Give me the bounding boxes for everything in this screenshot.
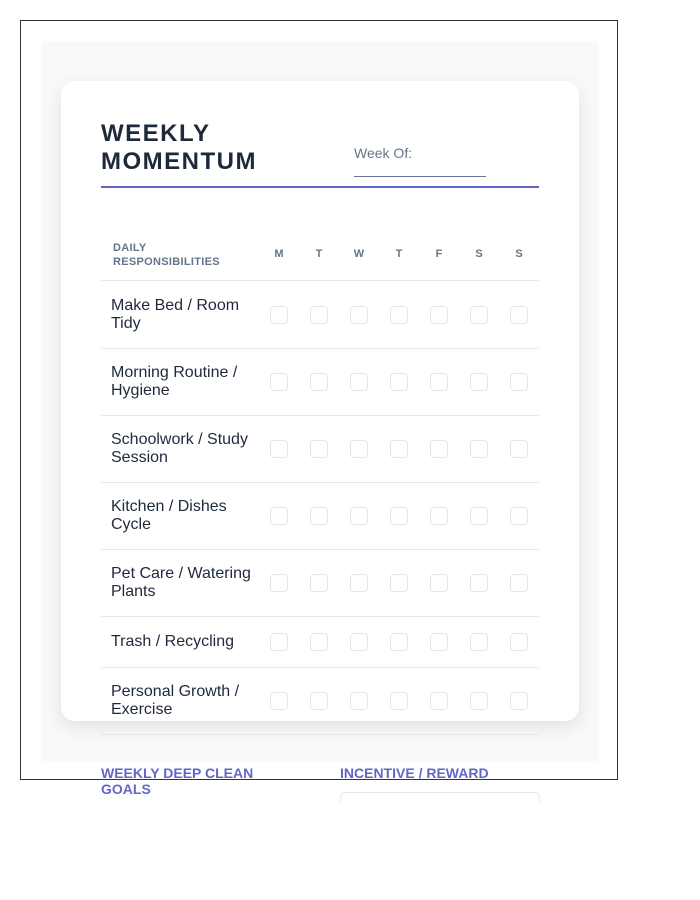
day-checkbox[interactable] bbox=[390, 574, 408, 592]
day-checkbox[interactable] bbox=[270, 306, 288, 324]
day-checkbox[interactable] bbox=[430, 440, 448, 458]
day-checkbox[interactable] bbox=[430, 306, 448, 324]
day-checkbox[interactable] bbox=[510, 692, 528, 710]
day-checkbox[interactable] bbox=[510, 373, 528, 391]
day-checkbox[interactable] bbox=[350, 440, 368, 458]
day-checkbox[interactable] bbox=[350, 633, 368, 651]
day-header-7: S bbox=[515, 248, 523, 260]
page-title: WEEKLY MOMENTUM bbox=[101, 120, 257, 175]
day-checkbox[interactable] bbox=[310, 507, 328, 525]
day-checkbox[interactable] bbox=[310, 306, 328, 324]
incentive-reward-title: INCENTIVE / REWARD bbox=[340, 765, 489, 781]
day-checkbox[interactable] bbox=[430, 373, 448, 391]
week-of-label: Week Of: bbox=[354, 145, 413, 161]
responsibilities-column-header: DAILY RESPONSIBILITIES bbox=[113, 242, 220, 268]
table-row bbox=[101, 617, 539, 668]
day-header-1: M bbox=[274, 248, 284, 260]
day-checkbox[interactable] bbox=[350, 306, 368, 324]
day-checkbox[interactable] bbox=[470, 373, 488, 391]
deep-clean-goals-title: WEEKLY DEEP CLEAN GOALS bbox=[101, 765, 254, 797]
day-checkbox[interactable] bbox=[270, 692, 288, 710]
day-checkbox[interactable] bbox=[470, 440, 488, 458]
day-checkbox[interactable] bbox=[310, 633, 328, 651]
table-row bbox=[101, 416, 539, 483]
table-row bbox=[101, 550, 539, 617]
day-checkbox[interactable] bbox=[350, 373, 368, 391]
day-checkbox[interactable] bbox=[310, 692, 328, 710]
responsibility-label: Schoolwork / Study Session bbox=[111, 431, 248, 466]
day-header-5: F bbox=[435, 248, 443, 260]
day-checkbox[interactable] bbox=[430, 633, 448, 651]
day-checkbox[interactable] bbox=[510, 574, 528, 592]
table-row bbox=[101, 483, 539, 550]
day-checkbox[interactable] bbox=[270, 574, 288, 592]
header-divider bbox=[101, 186, 539, 188]
table-header bbox=[101, 234, 539, 281]
day-checkbox[interactable] bbox=[310, 373, 328, 391]
day-checkbox[interactable] bbox=[510, 507, 528, 525]
day-checkbox[interactable] bbox=[430, 507, 448, 525]
responsibility-label: Personal Growth / Exercise bbox=[111, 683, 240, 718]
week-of-input-line[interactable] bbox=[354, 176, 486, 177]
day-checkbox[interactable] bbox=[470, 507, 488, 525]
day-checkbox[interactable] bbox=[270, 373, 288, 391]
responsibility-label: Pet Care / Watering Plants bbox=[111, 565, 251, 600]
day-header-3: W bbox=[353, 248, 365, 260]
day-checkbox[interactable] bbox=[390, 633, 408, 651]
day-checkbox[interactable] bbox=[310, 440, 328, 458]
day-checkbox[interactable] bbox=[390, 692, 408, 710]
day-checkbox[interactable] bbox=[350, 692, 368, 710]
day-checkbox[interactable] bbox=[390, 306, 408, 324]
day-checkbox[interactable] bbox=[270, 633, 288, 651]
day-checkbox[interactable] bbox=[310, 574, 328, 592]
day-checkbox[interactable] bbox=[390, 507, 408, 525]
reward-input-box[interactable] bbox=[340, 792, 540, 803]
responsibility-label: Morning Routine / Hygiene bbox=[111, 364, 238, 399]
responsibility-label: Make Bed / Room Tidy bbox=[111, 297, 240, 332]
day-checkbox[interactable] bbox=[470, 692, 488, 710]
table-row bbox=[101, 668, 539, 735]
day-header-4: T bbox=[395, 248, 403, 260]
day-checkbox[interactable] bbox=[430, 692, 448, 710]
day-checkbox[interactable] bbox=[270, 440, 288, 458]
day-checkbox[interactable] bbox=[470, 633, 488, 651]
day-checkbox[interactable] bbox=[510, 633, 528, 651]
day-checkbox[interactable] bbox=[390, 440, 408, 458]
day-checkbox[interactable] bbox=[510, 306, 528, 324]
day-header-6: S bbox=[475, 248, 483, 260]
day-checkbox[interactable] bbox=[350, 507, 368, 525]
day-checkbox[interactable] bbox=[470, 306, 488, 324]
day-checkbox[interactable] bbox=[270, 507, 288, 525]
day-checkbox[interactable] bbox=[430, 574, 448, 592]
day-checkbox[interactable] bbox=[350, 574, 368, 592]
day-checkbox[interactable] bbox=[470, 574, 488, 592]
day-checkbox[interactable] bbox=[390, 373, 408, 391]
table-row bbox=[101, 282, 539, 349]
table-row bbox=[101, 349, 539, 416]
day-checkbox[interactable] bbox=[510, 440, 528, 458]
responsibility-label: Trash / Recycling bbox=[111, 633, 234, 650]
day-header-2: T bbox=[315, 248, 323, 260]
responsibility-label: Kitchen / Dishes Cycle bbox=[111, 498, 227, 533]
